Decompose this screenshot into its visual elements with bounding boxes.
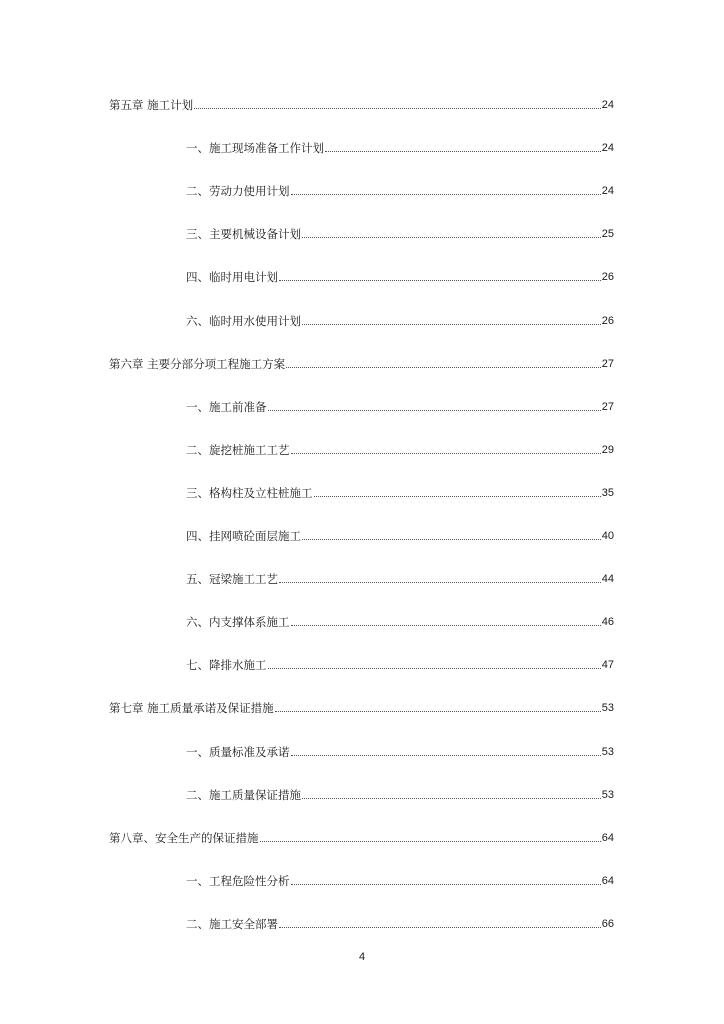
toc-dot-leader [291,625,601,626]
toc-entry-label: 三、主要机械设备计划 [186,227,301,241]
toc-entry-page-number: 53 [601,746,614,758]
toc-section-entry[interactable] [186,486,614,500]
toc-entry-label: 四、临时用电计划 [186,270,278,284]
toc-section-entry[interactable] [186,270,614,284]
toc-entry-page-number: 27 [601,358,614,370]
toc-entry-page-number: 66 [601,918,614,930]
toc-entry-label: 第六章 主要分部分项工程施工方案 [109,357,286,371]
toc-entry-label: 六、临时用水使用计划 [186,314,301,328]
toc-dot-leader [314,496,601,497]
toc-dot-leader [302,237,601,238]
toc-entry-page-number: 29 [601,444,614,456]
toc-entry-label: 四、挂网喷砼面层施工 [186,529,301,543]
toc-section-entry[interactable] [186,917,614,931]
toc-section-entry[interactable] [186,141,614,155]
toc-entry-page-number: 53 [601,789,614,801]
toc-entry-page-number: 46 [601,616,614,628]
toc-entry-page-number: 25 [601,228,614,240]
toc-entry-page-number: 47 [601,659,614,671]
toc-dot-leader [325,151,601,152]
toc-entry-page-number: 35 [601,487,614,499]
toc-entry-label: 第七章 施工质量承诺及保证措施 [109,701,274,715]
toc-dot-leader [194,108,601,109]
toc-dot-leader [279,280,601,281]
toc-entry-label: 五、冠梁施工工艺 [186,572,278,586]
toc-section-entry[interactable] [186,658,614,672]
toc-section-entry[interactable] [186,788,614,802]
toc-section-entry[interactable] [186,400,614,414]
toc-entry-label: 一、质量标准及承诺 [186,745,290,759]
toc-section-entry[interactable] [186,314,614,328]
toc-section-entry[interactable] [186,184,614,198]
toc-entry-page-number: 44 [601,573,614,585]
toc-dot-leader [302,798,601,799]
toc-chapter-entry[interactable] [109,357,614,371]
toc-entry-label: 七、降排水施工 [186,658,267,672]
toc-dot-leader [279,582,601,583]
toc-entry-label: 一、施工前准备 [186,400,267,414]
toc-section-entry[interactable] [186,443,614,457]
toc-section-entry[interactable] [186,874,614,888]
toc-section-entry[interactable] [186,572,614,586]
toc-dot-leader [291,755,601,756]
toc-entry-label: 二、施工质量保证措施 [186,788,301,802]
toc-entry-label: 二、旋挖桩施工工艺 [186,443,290,457]
toc-entry-page-number: 53 [601,702,614,714]
toc-entry-label: 一、工程危险性分析 [186,874,290,888]
toc-entry-label: 第五章 施工计划 [109,98,194,112]
toc-dot-leader [279,927,601,928]
toc-chapter-entry[interactable] [109,831,614,845]
toc-section-entry[interactable] [186,227,614,241]
toc-entry-page-number: 24 [601,185,614,197]
toc-dot-leader [291,453,601,454]
toc-entry-page-number: 64 [601,832,614,844]
toc-dot-leader [286,367,601,368]
toc-dot-leader [302,539,601,540]
toc-entry-label: 三、格构柱及立柱桩施工 [186,486,313,500]
toc-section-entry[interactable] [186,615,614,629]
toc-entry-page-number: 27 [601,401,614,413]
toc-entry-page-number: 26 [601,271,614,283]
toc-dot-leader [275,711,601,712]
toc-dot-leader [260,841,601,842]
toc-entry-page-number: 40 [601,530,614,542]
toc-entry-page-number: 24 [601,99,614,111]
toc-entry-label: 一、施工现场准备工作计划 [186,141,324,155]
toc-chapter-entry[interactable] [109,98,614,112]
toc-dot-leader [302,324,601,325]
toc-entry-page-number: 26 [601,315,614,327]
toc-dot-leader [291,194,601,195]
toc-dot-leader [268,668,601,669]
toc-entry-label: 二、施工安全部署 [186,917,278,931]
toc-dot-leader [268,410,601,411]
toc-entry-label: 六、内支撑体系施工 [186,615,290,629]
toc-section-entry[interactable] [186,745,614,759]
toc-section-entry[interactable] [186,529,614,543]
toc-entry-page-number: 24 [601,142,614,154]
toc-entry-label: 二、劳动力使用计划 [186,184,290,198]
toc-entry-label: 第八章、安全生产的保证措施 [109,831,259,845]
toc-dot-leader [291,884,601,885]
toc-chapter-entry[interactable] [109,701,614,715]
page-number: 4 [358,951,366,963]
toc-entry-page-number: 64 [601,875,614,887]
